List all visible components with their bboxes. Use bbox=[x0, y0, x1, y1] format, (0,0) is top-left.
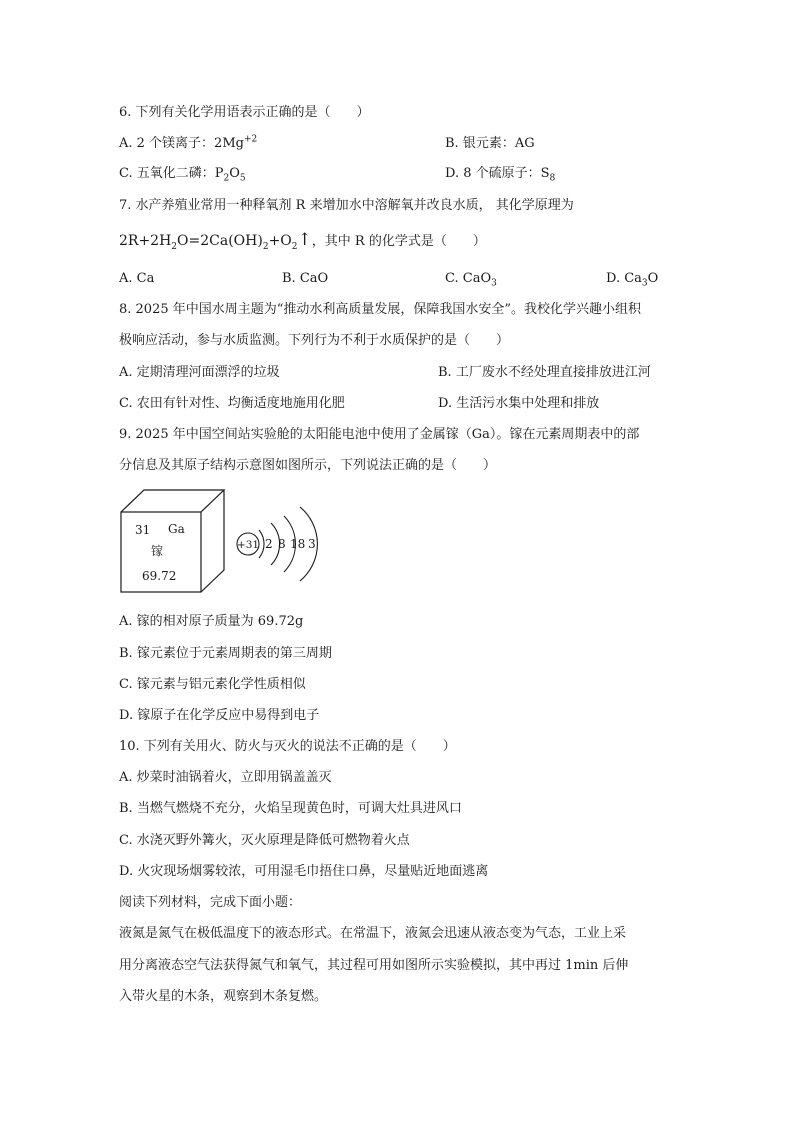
q7-eq-gas-arrow: ↑ bbox=[297, 230, 312, 250]
q6-c-text: C. 五氧化二磷：P bbox=[119, 166, 224, 181]
q7-d-text: D. Ca bbox=[606, 271, 642, 286]
q6-option-b: B. 银元素：AG bbox=[445, 136, 535, 151]
q7-stem: 7. 水产养殖业常用一种释氧剂 R 来增加水中溶解氧并改良水质， 其化学原理为 bbox=[119, 198, 574, 213]
q10-stem: 10. 下列有关用火、防火与灭火的说法不正确的是（ ） bbox=[119, 739, 456, 754]
q7-eq-tail: ，其中 R 的化学式是（ ） bbox=[311, 234, 486, 249]
q7-eq-s2: 2 bbox=[262, 241, 269, 252]
q8-option-a: A. 定期清理河面漂浮的垃圾 bbox=[119, 365, 280, 380]
shell-2-electrons: 8 bbox=[278, 537, 286, 551]
q7-equation bbox=[119, 231, 486, 251]
q7-option-d bbox=[606, 271, 658, 287]
q7-c-text: C. CaO bbox=[445, 271, 492, 286]
gallium-element-and-atom-diagram bbox=[118, 487, 328, 597]
q7-eq-s1: 2 bbox=[171, 241, 178, 252]
q9-option-a: A. 镓的相对原子质量为 69.72g bbox=[119, 614, 304, 629]
element-symbol: Ga bbox=[168, 522, 185, 536]
element-atomic-mass: 69.72 bbox=[142, 569, 177, 583]
q6-c-sub1: 2 bbox=[223, 173, 230, 184]
element-atomic-number: 31 bbox=[135, 523, 151, 537]
q7-c-sub: 3 bbox=[491, 278, 497, 289]
q6-d-text: D. 8 个硫原子：S bbox=[445, 166, 550, 181]
q8-option-c: C. 农田有针对性、均衡适度地施用化肥 bbox=[119, 396, 345, 411]
cube-top-face bbox=[121, 490, 224, 512]
q8-option-b: B. 工厂废水不经处理直接排放进江河 bbox=[438, 365, 651, 380]
q8-line-2: 极响应活动，参与水质监测。下列行为不利于水质保护的是（ ） bbox=[119, 333, 510, 348]
q6-stem: 6. 下列有关化学用语表示正确的是（ ） bbox=[119, 105, 370, 120]
q8-option-d: D. 生活污水集中处理和排放 bbox=[438, 396, 600, 411]
q9-option-b: B. 镓元素位于元素周期表的第三周期 bbox=[119, 646, 332, 661]
q7-eq-p2: O=2Ca(OH) bbox=[177, 233, 263, 249]
q9-line-1: 9. 2025 年中国空间站实验舱的太阳能电池中使用了金属镓（Ga）。镓在元素周期表中的部 bbox=[119, 427, 640, 442]
q6-option-d bbox=[445, 166, 555, 182]
q6-option-a bbox=[119, 136, 257, 152]
q7-d-sub: 3 bbox=[641, 278, 648, 289]
nucleus-charge: +31 bbox=[236, 539, 260, 551]
q10-option-b: B. 当燃气燃烧不充分，火焰呈现黄色时，可调大灶具进风口 bbox=[119, 801, 462, 816]
q6-option-c bbox=[119, 166, 246, 182]
q10-option-d: D. 火灾现场烟雾较浓，可用湿毛巾捂住口鼻，尽量贴近地面逃离 bbox=[119, 864, 489, 879]
q10-option-a: A. 炒菜时油锅着火，立即用锅盖盖灭 bbox=[119, 770, 332, 785]
q9-option-d: D. 镓原子在化学反应中易得到电子 bbox=[119, 708, 320, 723]
q6-a-charge: +2 bbox=[243, 134, 258, 145]
shell-3-electrons: 18 bbox=[290, 537, 306, 551]
element-name: 镓 bbox=[151, 544, 164, 558]
electron-shell-arc-1 bbox=[259, 530, 264, 558]
reading-paragraph-line-3: 入带火星的木条，观察到木条复燃。 bbox=[119, 989, 328, 1004]
q6-d-sub: 8 bbox=[549, 173, 556, 184]
q9-option-c: C. 镓元素与铝元素化学性质相似 bbox=[119, 677, 306, 692]
q7-d-suffix: O bbox=[647, 271, 659, 286]
q9-line-2: 分信息及其原子结构示意图如图所示，下列说法正确的是（ ） bbox=[119, 458, 497, 473]
reading-paragraph-line-1: 液氮是氮气在极低温度下的液态形式。在常温下，液氮会迅速从液态变为气态，工业上采 bbox=[119, 926, 627, 941]
q10-option-c: C. 水浇灭野外篝火，灭火原理是降低可燃物着火点 bbox=[119, 833, 410, 848]
q7-eq-p1: 2R+2H bbox=[119, 233, 172, 249]
q6-c-sub2: 5 bbox=[239, 173, 246, 184]
q7-eq-p3: +O bbox=[268, 233, 292, 249]
q8-line-1: 8. 2025 年中国水周主题为“推动水利高质量发展，保障我国水安全”。我校化学兴趣小组积 bbox=[119, 302, 642, 317]
q6-a-text: A. 2 个镁离子：2Mg bbox=[119, 136, 244, 151]
q7-eq-s3: 2 bbox=[291, 241, 298, 252]
q7-option-a: A. Ca bbox=[119, 271, 155, 286]
q6-c-mid: O bbox=[229, 166, 240, 181]
cube-side-face bbox=[201, 490, 224, 592]
shell-1-electrons: 2 bbox=[265, 537, 273, 551]
q7-option-c bbox=[445, 271, 497, 287]
reading-paragraph-line-2: 用分离液态空气法获得氮气和氧气，其过程可用如图所示实验模拟，其中再过 1min 后伸 bbox=[119, 958, 629, 973]
reading-intro: 阅读下列材料，完成下面小题： bbox=[119, 895, 302, 910]
q7-option-b: B. CaO bbox=[282, 271, 329, 286]
shell-4-electrons: 3 bbox=[308, 537, 316, 551]
